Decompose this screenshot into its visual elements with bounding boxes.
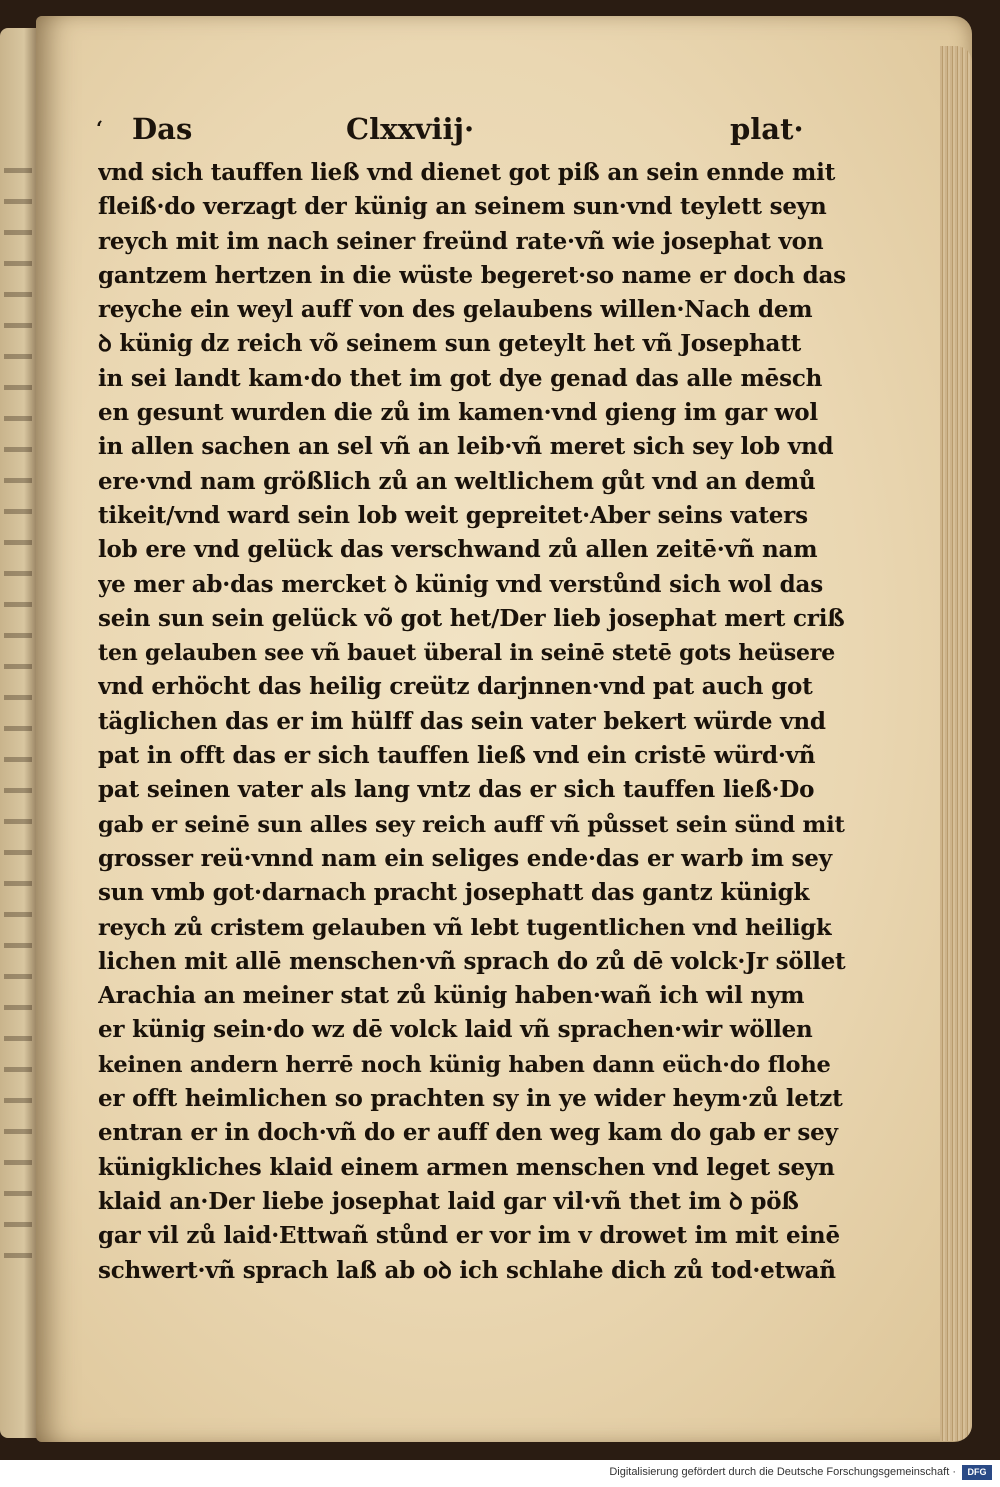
- text-line: sein sun sein gelück võ got het/Der lieb josephat mert criß: [98, 604, 845, 632]
- text-line: klaid an·Der liebe josephat laid gar vil·vñ thet im ꝺ pöß: [98, 1187, 799, 1215]
- text-line: vnd erhöcht das heilig creütz darjnnen·vnd pat auch got: [98, 673, 813, 701]
- text-line: en gesunt wurden die zů im kamen·vnd gieng im gar wol: [98, 399, 818, 427]
- text-line: ye mer ab·das mercket ꝺ künig vnd verstůnd sich wol das: [98, 570, 823, 598]
- funding-credit: Digitalisierung gefördert durch die Deutsche Forschungsgemeinschaft ·: [609, 1466, 956, 1478]
- text-line: tikeit/vnd ward sein lob weit gepreitet·Aber seins vaters: [98, 501, 808, 529]
- page-stack-edge: [940, 46, 972, 1441]
- text-line: vnd sich tauffen ließ vnd dienet got piß an sein ennde mit: [98, 159, 836, 186]
- folio-number: Clxxviij·: [346, 112, 475, 146]
- text-line: grosser reü·vnnd nam ein seliges ende·das er warb im sey: [98, 844, 832, 872]
- text-line: schwert·vñ sprach laß ab oꝺ ich schlahe dich zů tod·etwañ: [98, 1256, 836, 1284]
- body-text: [98, 156, 846, 1288]
- text-line: ꝺ künig dz reich võ seinem sun geteylt het vñ Josephatt: [98, 330, 802, 358]
- text-line: ere·vnd nam größlich zů an weltlichem gůt vnd an demů: [98, 467, 816, 495]
- text-line: Arachia an meiner stat zů künig haben·wañ ich wil nym: [98, 982, 805, 1010]
- text-line: in sei landt kam·do thet im got dye genad das alle mēsch: [98, 364, 823, 392]
- text-line: täglichen das er im hülff das sein vater bekert würde vnd: [98, 707, 826, 735]
- text-line: keinen andern herrē noch künig haben dann eüch·do flohe: [98, 1051, 831, 1078]
- text-line: reych mit im nach seiner freünd rate·vñ wie josephat von: [98, 227, 824, 255]
- text-line: in allen sachen an sel vñ an leib·vñ meret sich sey lob vnd: [98, 433, 834, 461]
- text-line: fleiß·do verzagt der künig an seinem sun·vnd teylett seyn: [98, 193, 827, 221]
- text-line: lob ere vnd gelück das verschwand zů allen zeitē·vñ nam: [98, 536, 818, 564]
- text-line: sun vmb got·darnach pracht josephatt das gantz künigk: [98, 879, 810, 907]
- text-line: er künig sein·do wz dē volck laid vñ sprachen·wir wöllen: [98, 1016, 813, 1044]
- running-header: [96, 112, 836, 156]
- footer-bar: [0, 1460, 1000, 1487]
- facing-page-text-traces: [4, 168, 32, 1268]
- facing-page-edge: [0, 28, 40, 1438]
- text-line: er offt heimlichen so prachten sy in ye wider heym·zů letzt: [98, 1085, 843, 1113]
- text-line: pat seinen vater als lang vntz das er sich tauffen ließ·Do: [98, 776, 815, 804]
- header-right-word: plat·: [730, 112, 804, 146]
- text-line: entran er in doch·vñ do er auff den weg kam do gab er sey: [98, 1119, 838, 1147]
- text-line: gantzem hertzen in die wüste begeret·so name er doch das: [98, 261, 846, 289]
- text-line: ten gelauben see vñ bauet überal in seinē stetē gots heüsere: [98, 640, 835, 667]
- text-line: pat in offt das er sich tauffen ließ vnd ein cristē würd·vñ: [98, 742, 816, 770]
- dfg-logo: DFG: [962, 1465, 992, 1480]
- text-line: gab er seinē sun alles sey reich auff vñ půsset sein sünd mit: [98, 811, 845, 838]
- text-line: künigkliches klaid einem armen menschen vnd leget seyn: [98, 1153, 835, 1181]
- header-mark: ‘: [96, 116, 103, 140]
- header-title: Das: [132, 112, 193, 146]
- text-line: lichen mit allē menschen·vñ sprach do zů dē volck·Jr söllet: [98, 947, 846, 975]
- text-line: reyche ein weyl auff von des gelaubens willen·Nach dem: [98, 296, 813, 324]
- text-line: reych zů cristem gelauben vñ lebt tugentlichen vnd heiligk: [98, 914, 832, 941]
- text-line: gar vil zů laid·Ettwañ stůnd er vor im v drowet im mit einē: [98, 1222, 840, 1250]
